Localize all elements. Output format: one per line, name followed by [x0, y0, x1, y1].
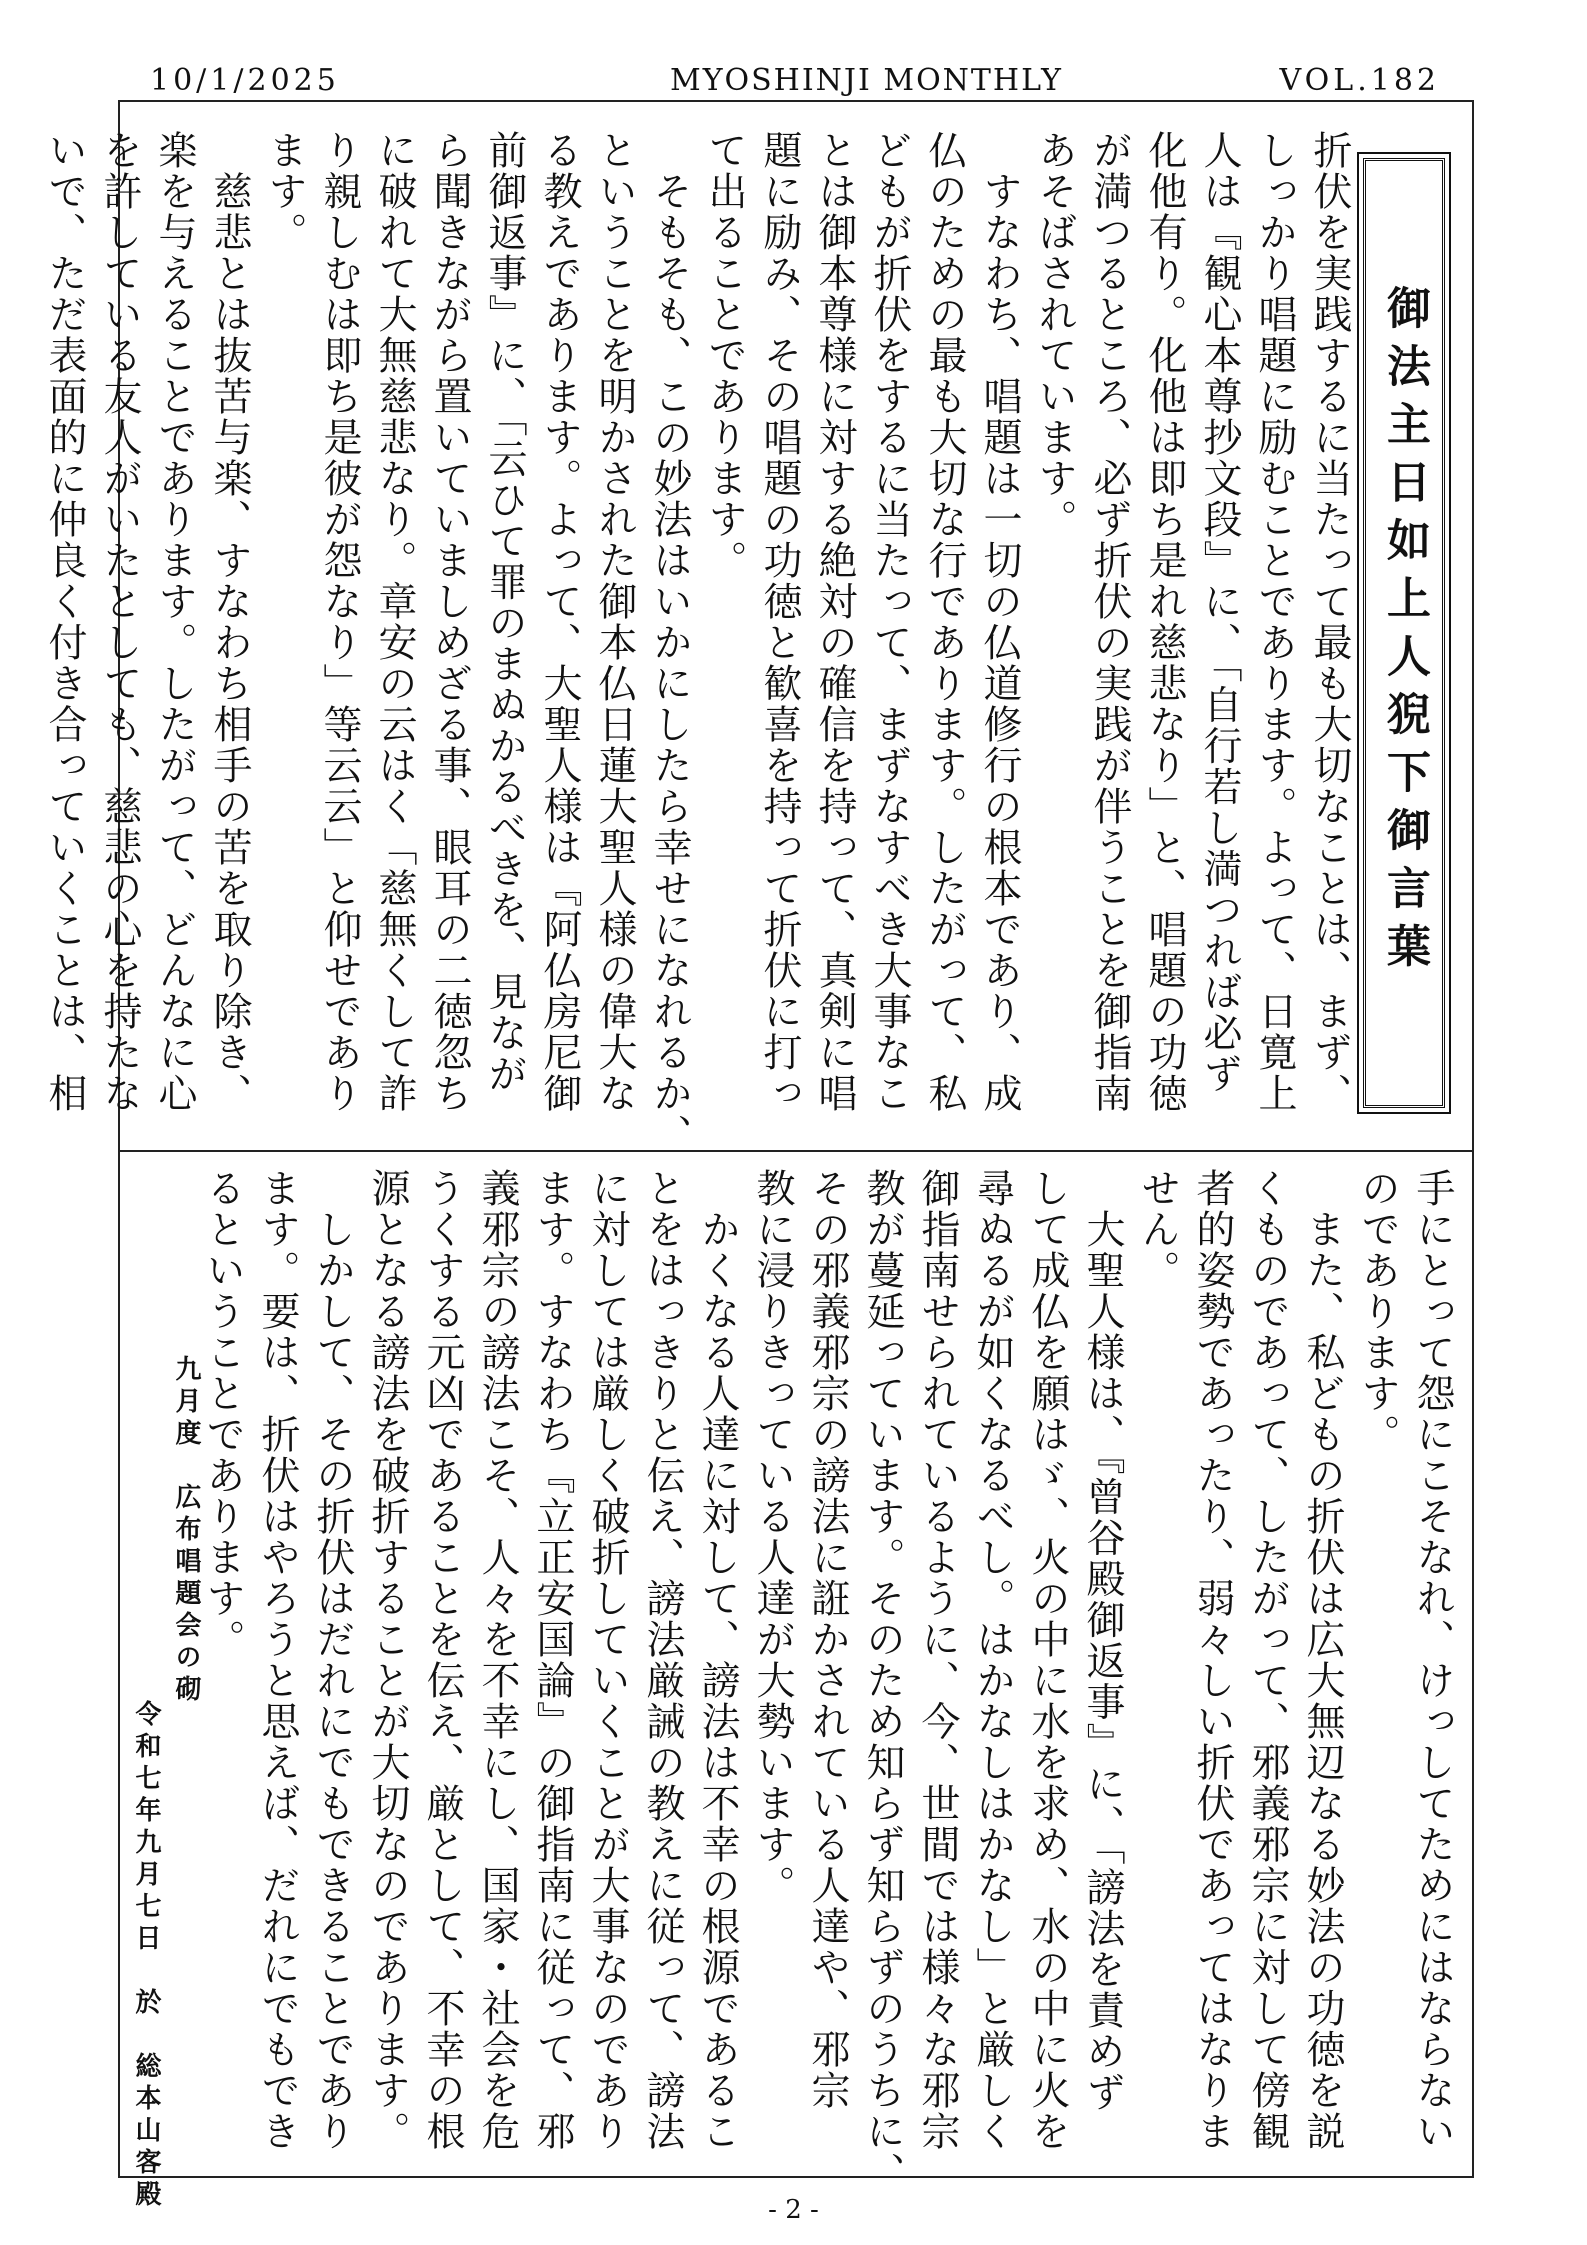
page-number: - 2 - — [768, 2195, 819, 2225]
section-divider — [118, 1150, 1474, 1152]
newsletter-title: MYOSHINJI MONTHLY — [670, 63, 1063, 98]
article-body-bottom: 手にとって怨にこそなれ、けっしてためにはならない のであります。 また、私どもの折伏は広大無辺なる妙法の功徳を説 くものであって、したがって、邪義邪宗に対して傍観 者的姿勢であったり、弱々しい折伏であってはなりま せん。 大聖人様は、『曾谷殿御返事』に、「謗法を責めず して成仏を願はゞ、火の中に水を求め、水の中に火を 尋ぬるが如くなるべし。はかなしはかなし」と厳しく 御指南せられているように、今、世間では様々な邪宗 教が蔓延っています。そのため知らず知らずのうちに、 その邪義邪宗の謗法に誑かされている人達や、邪宗 教に浸りきっている人達が大勢います。 かくなる人達に対して、謗法は不幸の根源であるこ とをはっきりと伝え、謗法厳誡の教えに従って、謗法 に対しては厳しく破折していくことが大事なのであり ます。すなわち『立正安国論』の御指南に従って、邪 義邪宗の謗法こそ、人々を不幸にし、国家・社会を危 うくする元凶であることを伝え、厳として、不幸の根 源となる謗法を破折することが大切なのであります。 しかして、その折伏はだれにでもできることであり ます。要は、折伏はやろうと思えば、だれにでもでき るということであります。 — [200, 1168, 1455, 2193]
article-title: 御法主日如上人猊下御言葉 — [1379, 285, 1430, 981]
page-header — [150, 60, 1440, 102]
article-body-top: 折伏を実践するに当たって最も大切なことは、まず、 しっかり唱題に励むことであります。よって、日寛上 人は『観心本尊抄文段』に、「自行若し満つれば必ず 化他有り。化他は即ち是れ慈悲なり」と、唱題の功徳 が満つるところ、必ず折伏の実践が伴うことを御指南 あそばされています。 すなわち、唱題は一切の仏道修行の根本であり、成 仏のための最も大切な行であります。したがって、私 どもが折伏をするに当たって、まずなすべき大事なこ とは御本尊様に対する絶対の確信を持って、真剣に唱 題に励み、その唱題の功徳と歓喜を持って折伏に打っ て出ることであります。 そもそも、この妙法はいかにしたら幸せになれるか、 ということを明かされた御本仏日蓮大聖人様の偉大な る教えであります。よって、大聖人様は『阿仏房尼御 前御返事』に、「云ひて罪のまぬかるべきを、見なが ら聞きながら置いていましめざる事、眼耳の二徳忽ち に破れて大無慈悲なり。章安の云はく「慈無くして詐 り親しむは即ち是彼が怨なり」等云云」と仰せであり ます。 慈悲とは抜苦与楽、すなわち相手の苦を取り除き、 楽を与えることであります。したがって、どんなに心 を許している友人がいたとしても、慈悲の心を持たな いで、ただ表面的に仲良く付き合っていくことは、相 — [42, 130, 1352, 1155]
event-name: 九月度 広布唱題会の砌 — [171, 1355, 201, 1707]
article-title-box — [1363, 158, 1445, 1108]
volume-number: VOL.182 — [1279, 63, 1440, 98]
event-date-location: 令和七年九月七日 於 総本山客殿 — [131, 1700, 161, 2212]
issue-date: 10/1/2025 — [150, 63, 340, 98]
